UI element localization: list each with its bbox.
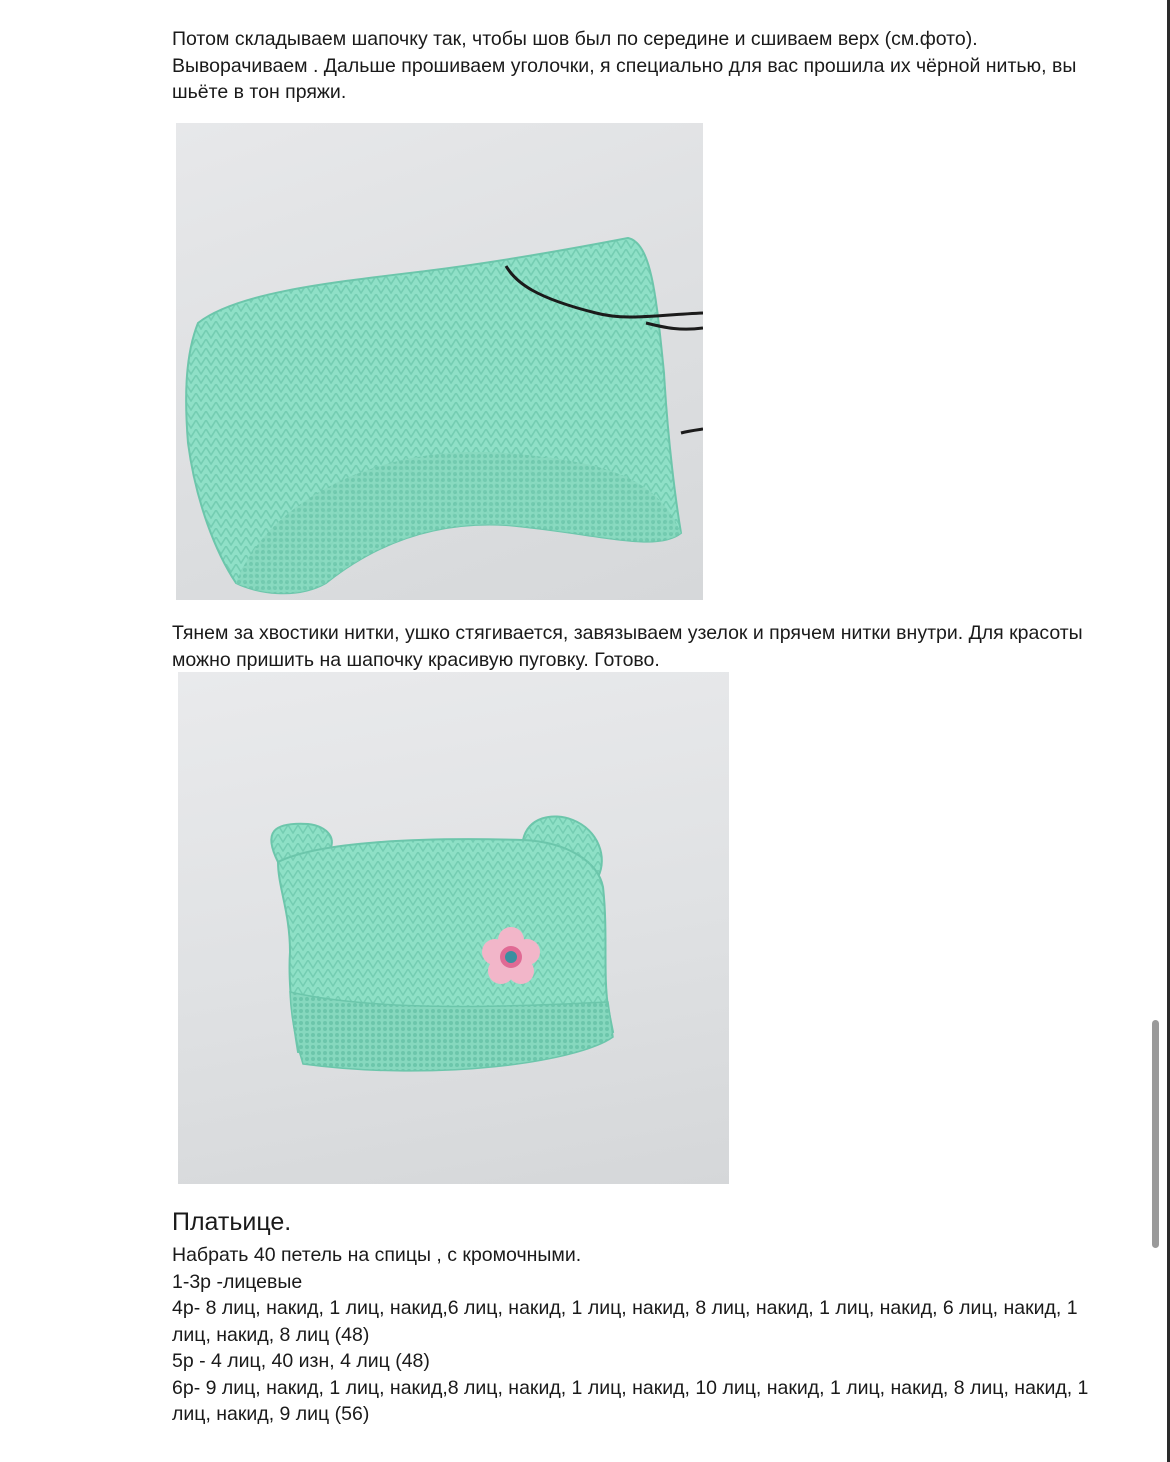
folded-hat-illustration [176,123,703,600]
instruction-paragraph-1: Потом складываем шапочку так, чтобы шов был по середине и сшиваем верх (см.фото). Выворачиваем . Дальше прошиваем уголочки, я специально для вас прошила их чёрной нитью, вы шьёте в тон пряжи. [172,28,1077,103]
photo-folded-hat-stitched-corners [176,123,703,600]
finished-hat-illustration [178,672,729,1184]
pattern-line: Набрать 40 петель на спицы , с кромочными. [172,1244,582,1266]
vertical-scrollbar-thumb[interactable] [1152,1020,1159,1248]
pattern-line: 5р - 4 лиц, 40 изн, 4 лиц (48) [172,1350,430,1372]
photo-finished-hat-with-ears [178,672,729,1184]
hat-body-shape [186,238,681,593]
pattern-line: 6р- 9 лиц, накид, 1 лиц, накид,8 лиц, накид, 1 лиц, накид, 10 лиц, накид, 1 лиц, накид, 8 лиц, накид, 1 лиц, накид, 9 лиц (56) [172,1376,1089,1425]
section-heading-dress: Платьице. [172,1208,292,1236]
instruction-paragraph-2: Тянем за хвостики нитки, ушко стягивается, завязываем узелок и прячем нитки внутри. Для красоты можно пришить на шапочку красивую пуговку. Готово. [172,622,1083,671]
black-thread-3 [681,429,703,433]
pattern-line: 1-3р -лицевые [172,1270,303,1293]
pattern-line: 4р- 8 лиц, накид, 1 лиц, накид,6 лиц, накид, 1 лиц, накид, 8 лиц, накид, 1 лиц, накид, 6 лиц, накид, 1 лиц, накид, 8 лиц (48) [172,1297,1078,1346]
dress-pattern-instructions [172,1242,1102,1428]
